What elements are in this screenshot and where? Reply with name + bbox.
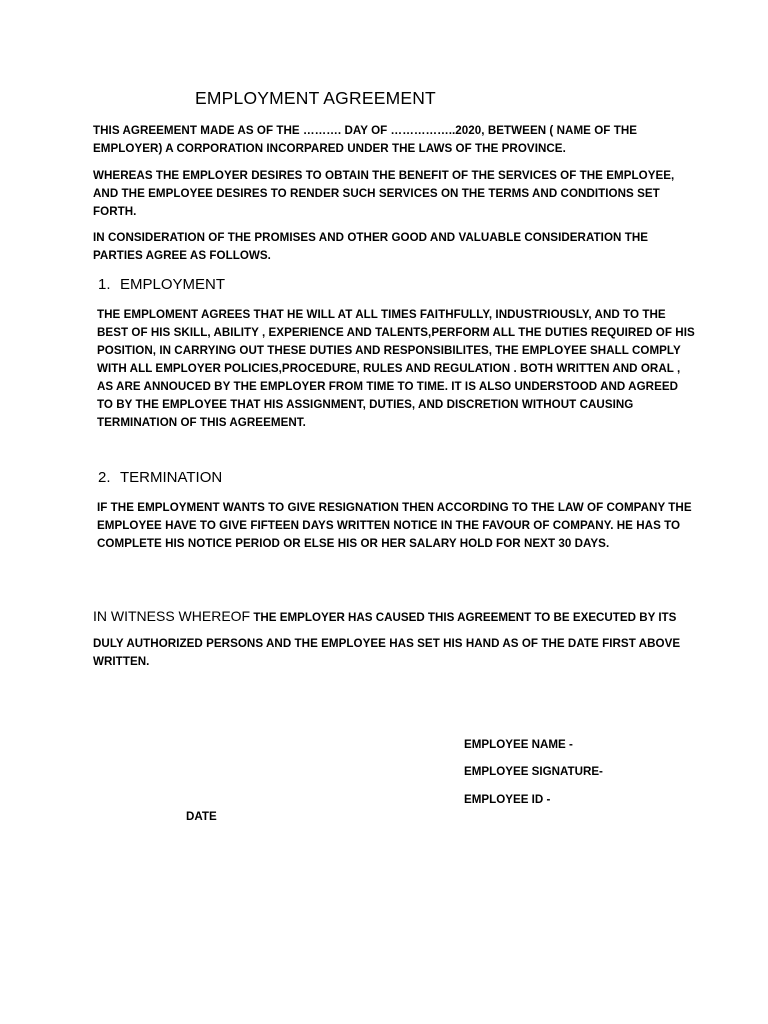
employee-name-label: EMPLOYEE NAME -: [464, 738, 573, 751]
employee-id-label: EMPLOYEE ID -: [464, 793, 551, 806]
section-number: 2.: [98, 469, 111, 486]
section-number: 1.: [98, 276, 111, 293]
section-heading-employment: [98, 276, 225, 293]
witness-lead: IN WITNESS WHEREOF: [93, 608, 251, 624]
whereas-paragraph: WHEREAS THE EMPLOYER DESIRES TO OBTAIN THE BENEFIT OF THE SERVICES OF THE EMPLOYEE, AND THE EMPLOYEE DESIRES TO RENDER SUCH SERVICES ON THE TERMS AND CONDITIONS SET FORTH.: [93, 169, 675, 218]
document-title: EMPLOYMENT AGREEMENT: [195, 88, 436, 108]
witness-text: THE EMPLOYER HAS CAUSED THIS AGREEMENT TO BE EXECUTED BY ITS: [250, 611, 677, 624]
date-label: DATE: [186, 810, 217, 823]
consideration-paragraph: IN CONSIDERATION OF THE PROMISES AND OTHER GOOD AND VALUABLE CONSIDERATION THE PARTIES AGREE AS FOLLOWS.: [93, 231, 649, 262]
section-title: TERMINATION: [120, 469, 223, 486]
section-title: EMPLOYMENT: [120, 276, 226, 293]
section-body-employment: THE EMPLOMENT AGREES THAT HE WILL AT ALL TIMES FAITHFULLY, INDUSTRIOUSLY, AND TO THE BEST OF HIS SKILL, ABILITY , EXPERIENCE AND TALENTS,PERFORM ALL THE DUTIES REQUIRED OF HIS POSITION, IN CARRYING OUT THESE DUTIES AND RESPONSIBILITES, THE EMPLOYEE SHALL COMPLY WITH ALL EMPLOYER POLICIES,PROCEDURE, RULES AND REGULATION . BOTH WRITTEN AND ORAL , AS ARE ANNOUCED BY THE EMPLOYER FROM TIME TO TIME. IT IS ALSO UNDERSTOOD AND AGREED TO BY THE EMPLOYEE THAT HIS ASSIGNMENT, DUTIES, AND DISCRETION WITHOUT CAUSING TERMINATION OF THIS AGREEMENT.: [97, 308, 695, 429]
employee-signature-label: EMPLOYEE SIGNATURE-: [464, 765, 603, 778]
witness-clause: [93, 606, 676, 628]
section-heading-termination: [98, 469, 222, 486]
witness-continuation: DULY AUTHORIZED PERSONS AND THE EMPLOYEE HAS SET HIS HAND AS OF THE DATE FIRST ABOVE WRITTEN.: [93, 637, 681, 668]
section-body-termination: IF THE EMPLOYMENT WANTS TO GIVE RESIGNATION THEN ACCORDING TO THE LAW OF COMPANY THE EMPLOYEE HAVE TO GIVE FIFTEEN DAYS WRITTEN NOTICE IN THE FAVOUR OF COMPANY. HE HAS TO COMPLETE HIS NOTICE PERIOD OR ELSE HIS OR HER SALARY HOLD FOR NEXT 30 DAYS.: [97, 501, 692, 550]
intro-paragraph: THIS AGREEMENT MADE AS OF THE ………. DAY OF ……………..2020, BETWEEN ( NAME OF THE EMPLOYER) A CORPORATION INCORPARED UNDER THE LAWS OF THE PROVINCE.: [93, 124, 638, 155]
